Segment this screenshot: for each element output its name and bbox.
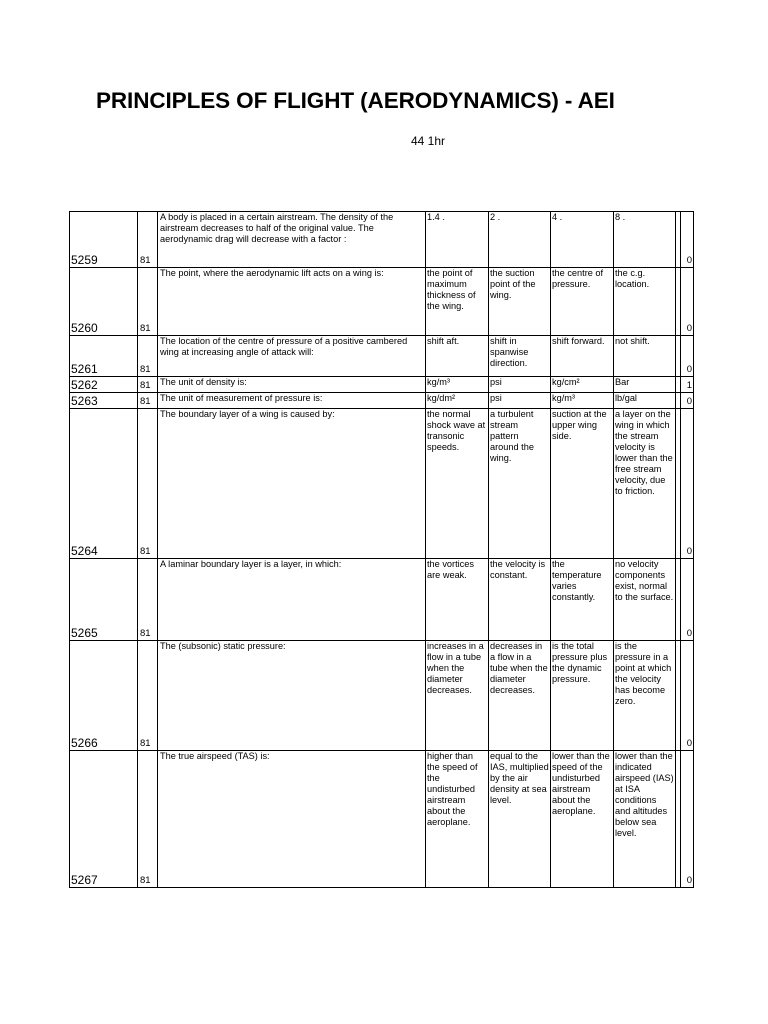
question-subject: 81 xyxy=(138,268,158,336)
option-b: decreases in a flow in a tube when the diameter decreases. xyxy=(489,641,551,751)
answer-cell: 0 xyxy=(681,559,694,641)
table-row xyxy=(70,377,694,393)
option-d: Bar xyxy=(614,377,676,393)
option-c: shift forward. xyxy=(551,336,614,377)
question-id: 5264 xyxy=(70,409,138,559)
option-c: lower than the speed of the undisturbed airstream about the aeroplane. xyxy=(551,751,614,888)
question-table xyxy=(69,211,694,888)
question-id: 5261 xyxy=(70,336,138,377)
option-b: shift in spanwise direction. xyxy=(489,336,551,377)
answer-cell: 0 xyxy=(681,751,694,888)
option-c: the temperature varies constantly. xyxy=(551,559,614,641)
page-subtitle: 44 1hr xyxy=(410,134,446,148)
option-b: a turbulent stream pattern around the wing. xyxy=(489,409,551,559)
option-a: 1.4 . xyxy=(426,212,489,268)
answer-cell: 1 xyxy=(681,377,694,393)
question-id: 5260 xyxy=(70,268,138,336)
option-c: the centre of pressure. xyxy=(551,268,614,336)
table-row xyxy=(70,268,694,336)
option-d: lb/gal xyxy=(614,393,676,409)
question-text: A laminar boundary layer is a layer, in which: xyxy=(158,559,426,641)
question-text: A body is placed in a certain airstream. The density of the airstream decreases to half of the original value. The aerodynamic drag will decrease with a factor : xyxy=(158,212,426,268)
page-title: PRINCIPLES OF FLIGHT (AERODYNAMICS) - AEI xyxy=(96,88,615,113)
option-c: is the total pressure plus the dynamic pressure. xyxy=(551,641,614,751)
option-c: kg/m³ xyxy=(551,393,614,409)
option-a: kg/m³ xyxy=(426,377,489,393)
option-a: shift aft. xyxy=(426,336,489,377)
question-subject: 81 xyxy=(138,336,158,377)
table-row xyxy=(70,559,694,641)
option-a: increases in a flow in a tube when the diameter decreases. xyxy=(426,641,489,751)
answer-cell: 0 xyxy=(681,393,694,409)
answer-cell: 0 xyxy=(681,409,694,559)
question-id: 5259 xyxy=(70,212,138,268)
question-id: 5262 xyxy=(70,377,138,393)
option-a: the vortices are weak. xyxy=(426,559,489,641)
question-subject: 81 xyxy=(138,409,158,559)
answer-cell: 0 xyxy=(681,336,694,377)
question-text: The unit of measurement of pressure is: xyxy=(158,393,426,409)
option-b: the velocity is constant. xyxy=(489,559,551,641)
option-a: the point of maximum thickness of the wing. xyxy=(426,268,489,336)
option-a: higher than the speed of the undisturbed airstream about the aeroplane. xyxy=(426,751,489,888)
option-b: the suction point of the wing. xyxy=(489,268,551,336)
option-d: the c.g. location. xyxy=(614,268,676,336)
table-row xyxy=(70,393,694,409)
question-subject: 81 xyxy=(138,377,158,393)
table-row xyxy=(70,409,694,559)
question-subject: 81 xyxy=(138,212,158,268)
question-text: The true airspeed (TAS) is: xyxy=(158,751,426,888)
question-id: 5267 xyxy=(70,751,138,888)
question-subject: 81 xyxy=(138,641,158,751)
table-row xyxy=(70,641,694,751)
table-row xyxy=(70,751,694,888)
option-a: kg/dm² xyxy=(426,393,489,409)
question-subject: 81 xyxy=(138,559,158,641)
option-d: 8 . xyxy=(614,212,676,268)
answer-cell: 0 xyxy=(681,212,694,268)
option-d: is the pressure in a point at which the velocity has become zero. xyxy=(614,641,676,751)
question-subject: 81 xyxy=(138,751,158,888)
option-a: the normal shock wave at transonic speeds. xyxy=(426,409,489,559)
option-d: lower than the indicated airspeed (IAS) at ISA conditions and altitudes below sea level. xyxy=(614,751,676,888)
question-text: The (subsonic) static pressure: xyxy=(158,641,426,751)
option-c: suction at the upper wing side. xyxy=(551,409,614,559)
option-b: psi xyxy=(489,393,551,409)
option-c: kg/cm² xyxy=(551,377,614,393)
option-b: psi xyxy=(489,377,551,393)
table-row xyxy=(70,212,694,268)
question-text: The unit of density is: xyxy=(158,377,426,393)
question-text: The location of the centre of pressure of a positive cambered wing at increasing angle of attack will: xyxy=(158,336,426,377)
option-d: a layer on the wing in which the stream velocity is lower than the free stream velocity, due to friction. xyxy=(614,409,676,559)
option-d: not shift. xyxy=(614,336,676,377)
option-b: 2 . xyxy=(489,212,551,268)
question-rows xyxy=(70,212,694,888)
question-subject: 81 xyxy=(138,393,158,409)
question-id: 5265 xyxy=(70,559,138,641)
question-text: The boundary layer of a wing is caused by: xyxy=(158,409,426,559)
question-id: 5266 xyxy=(70,641,138,751)
question-id: 5263 xyxy=(70,393,138,409)
option-b: equal to the IAS, multiplied by the air density at sea level. xyxy=(489,751,551,888)
table-row xyxy=(70,336,694,377)
option-c: 4 . xyxy=(551,212,614,268)
answer-cell: 0 xyxy=(681,268,694,336)
question-text: The point, where the aerodynamic lift acts on a wing is: xyxy=(158,268,426,336)
answer-cell: 0 xyxy=(681,641,694,751)
option-d: no velocity components exist, normal to the surface. xyxy=(614,559,676,641)
